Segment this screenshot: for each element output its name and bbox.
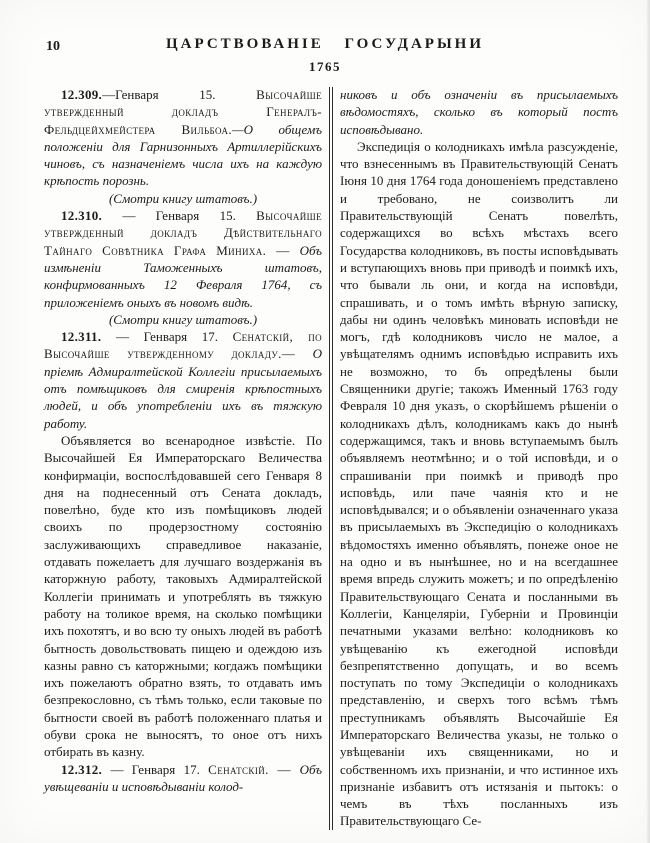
- entry-number: 12.309.: [61, 87, 103, 102]
- cross-reference-note: (Смотри книгу штатовъ.): [108, 190, 258, 206]
- body-paragraph: Объявляется во всенародное извѣстіе. По Высочайшей Ея Императорскаго Величества конфирмаціи, воспослѣдовавшей сего Генваря 8 дня на поднесенный отъ Сената докладъ, повелѣно, буде кто изъ помѣщиковъ людей своихъ по продерзостному состоянію заслуживающихъ справедливое наказаніе, отдавать пожелаетъ для лучшаго воздержанія въ каторжную работу, таковыхъ Адмиралтейской Коллегіи принимать и употреблять въ тяжкую работу на толикое время, на сколько помѣщики ихъ похотятъ, и во всю ту оныхъ людей въ работѣ бытность довольствовать пищею и одеждою изъ казны равно съ каторжными; когдажъ помѣщики ихъ пожелаютъ обратно взять, то отдавать имъ безпрекословно, съ тѣмъ только, если таковые по бытности своей въ работѣ положеннаго платья и обуви срока не выносятъ, то оное отъ нихъ отбирать въ казну.: [44, 432, 322, 760]
- entry-summary: Объ увѣщеваніи и исповѣдываніи колод-: [44, 761, 323, 794]
- scan-edge-shading: [646, 0, 650, 843]
- entry-12309: [44, 86, 322, 190]
- entry-heading: Сенатскій, по Высочайше утвержденному докладу.—: [44, 329, 323, 362]
- entry-summary: —О общемъ положеніи для Гарнизонныхъ Артиллерійскихъ чиновъ, съ назначеніемъ числа ихъ на каждую крѣпость порознь.: [44, 121, 322, 189]
- entry-number: 12.311.: [61, 329, 102, 345]
- entry-12311: [44, 328, 322, 432]
- entry-date: — Генваря 15.: [102, 208, 257, 224]
- column-divider: [329, 87, 333, 830]
- year-heading: 1765: [309, 59, 341, 74]
- text-columns: [44, 86, 620, 830]
- entry-date: — Генваря 17.: [102, 761, 209, 777]
- entry-date: —Генваря 15.: [102, 87, 257, 102]
- body-paragraph: Экспедиція о колодникахъ имѣла разсужденіе, что взнесеннымъ въ Правительствующій Сенатъ Іюня 10 дня 1764 года доношеніемъ представлено и требовано, не соизволитъ ли Правительствующій Сенатъ повелѣть, содержащихся во всѣхъ мѣстахъ всего Государства колодниковъ, въ посты исповѣдывать и вступающихъ вновь при приводѣ и поимкѣ ихъ, что бывали ль они, и когда на исповѣди, спрашивать, и о томъ имѣть вѣрную записку, дабы ни одинъ человѣкъ миновать исповѣди не могъ, гдѣ колодниковъ число не малое, а увѣщателямъ однимъ исповѣдью исправить ихъ не возможно, то бъ опредѣлены были Священники другіе; такожъ Именный 1763 году Февраля 10 дня указъ, о скорѣйшемъ рѣшеніи о колодникахъ дѣлъ, колодникамъ какъ до нынѣ содержащимся, такъ и вновь вступаемымъ былъ объявляемъ неотмѣнно; и о той исповѣди, и о спрашиваніи при поимкѣ и приводѣ про исповѣдь, или паче чаянія кто и не исповѣдывался; и о объявленіи означеннаго указа въ присылаемыхъ въ Экспедицію о колодникахъ вѣдомостяхъ именно объявлять, понеже оное не на одно и въ нынѣшнее, но и на всегдашнее время впредь служить можетъ; и по опредѣленію Правительствующаго Сената и посланными въ Коллегіи, Канцеляріи, Губерніи и Провинціи печатными указами велѣно: колодниковъ ко увѣщеванію къ ежегодной исповѣди безпрепятственно допущать, и во всемъ поступать по тому Экспедиціи о колодникахъ представленію, и сверхъ того всѣмъ тѣмъ преступникамъ объявлять Высочайшіе Ея Императорскаго Величества указы, не только о увѣщеваніи ихъ священниками, но и собственномъ ихъ признаніи, и что истинное ихъ признаніе избавитъ отъ истязанія и пытокъ: о чемъ въ тѣхъ посланныхъ изъ Правительствующаго Се-: [340, 138, 618, 829]
- entry-summary-continuation: никовъ и объ означеніи въ присылаемыхъ вѣдомостяхъ, сколько въ который постъ исповѣдывано.: [340, 87, 618, 137]
- entry-heading: Высочайше утвержденный докладъ Дѣйствительнаго Тайнаго Совѣтника Графа Миниха. —: [44, 208, 322, 258]
- entry-number: 12.312.: [61, 761, 103, 777]
- entry-heading: Сенатскій. —: [208, 761, 300, 777]
- left-column: [44, 86, 322, 830]
- running-title: ЦАРСТВОВАНІЕ ГОСУДАРЫНИ: [165, 36, 485, 52]
- entry-12312: [44, 761, 322, 796]
- entry-summary: О пріемѣ Адмиралтейской Коллегіи присылаемыхъ отъ помѣщиковъ для смиренія крѣпостныхъ людей, и объ употребленіи ихъ въ тяжкую работу.: [44, 346, 322, 431]
- right-column: [340, 86, 618, 830]
- page-number: 10: [46, 39, 60, 54]
- entry-number: 12.310.: [61, 208, 103, 224]
- entry-summary: Объ измѣненіи Таможенныхъ штатовъ, конфирмованныхъ 12 Февраля 1764, съ приложеніемъ оныхъ въ новомъ видѣ.: [44, 242, 322, 310]
- entry-heading: Высочайше утвержденный докладъ Генералъ-Фельдцейхмейстера Вильбоа.: [44, 87, 322, 137]
- cross-reference-note: (Смотри книгу штатовъ.): [108, 311, 258, 327]
- entry-12310: [44, 207, 322, 311]
- entry-date: — Генваря 17.: [101, 329, 233, 345]
